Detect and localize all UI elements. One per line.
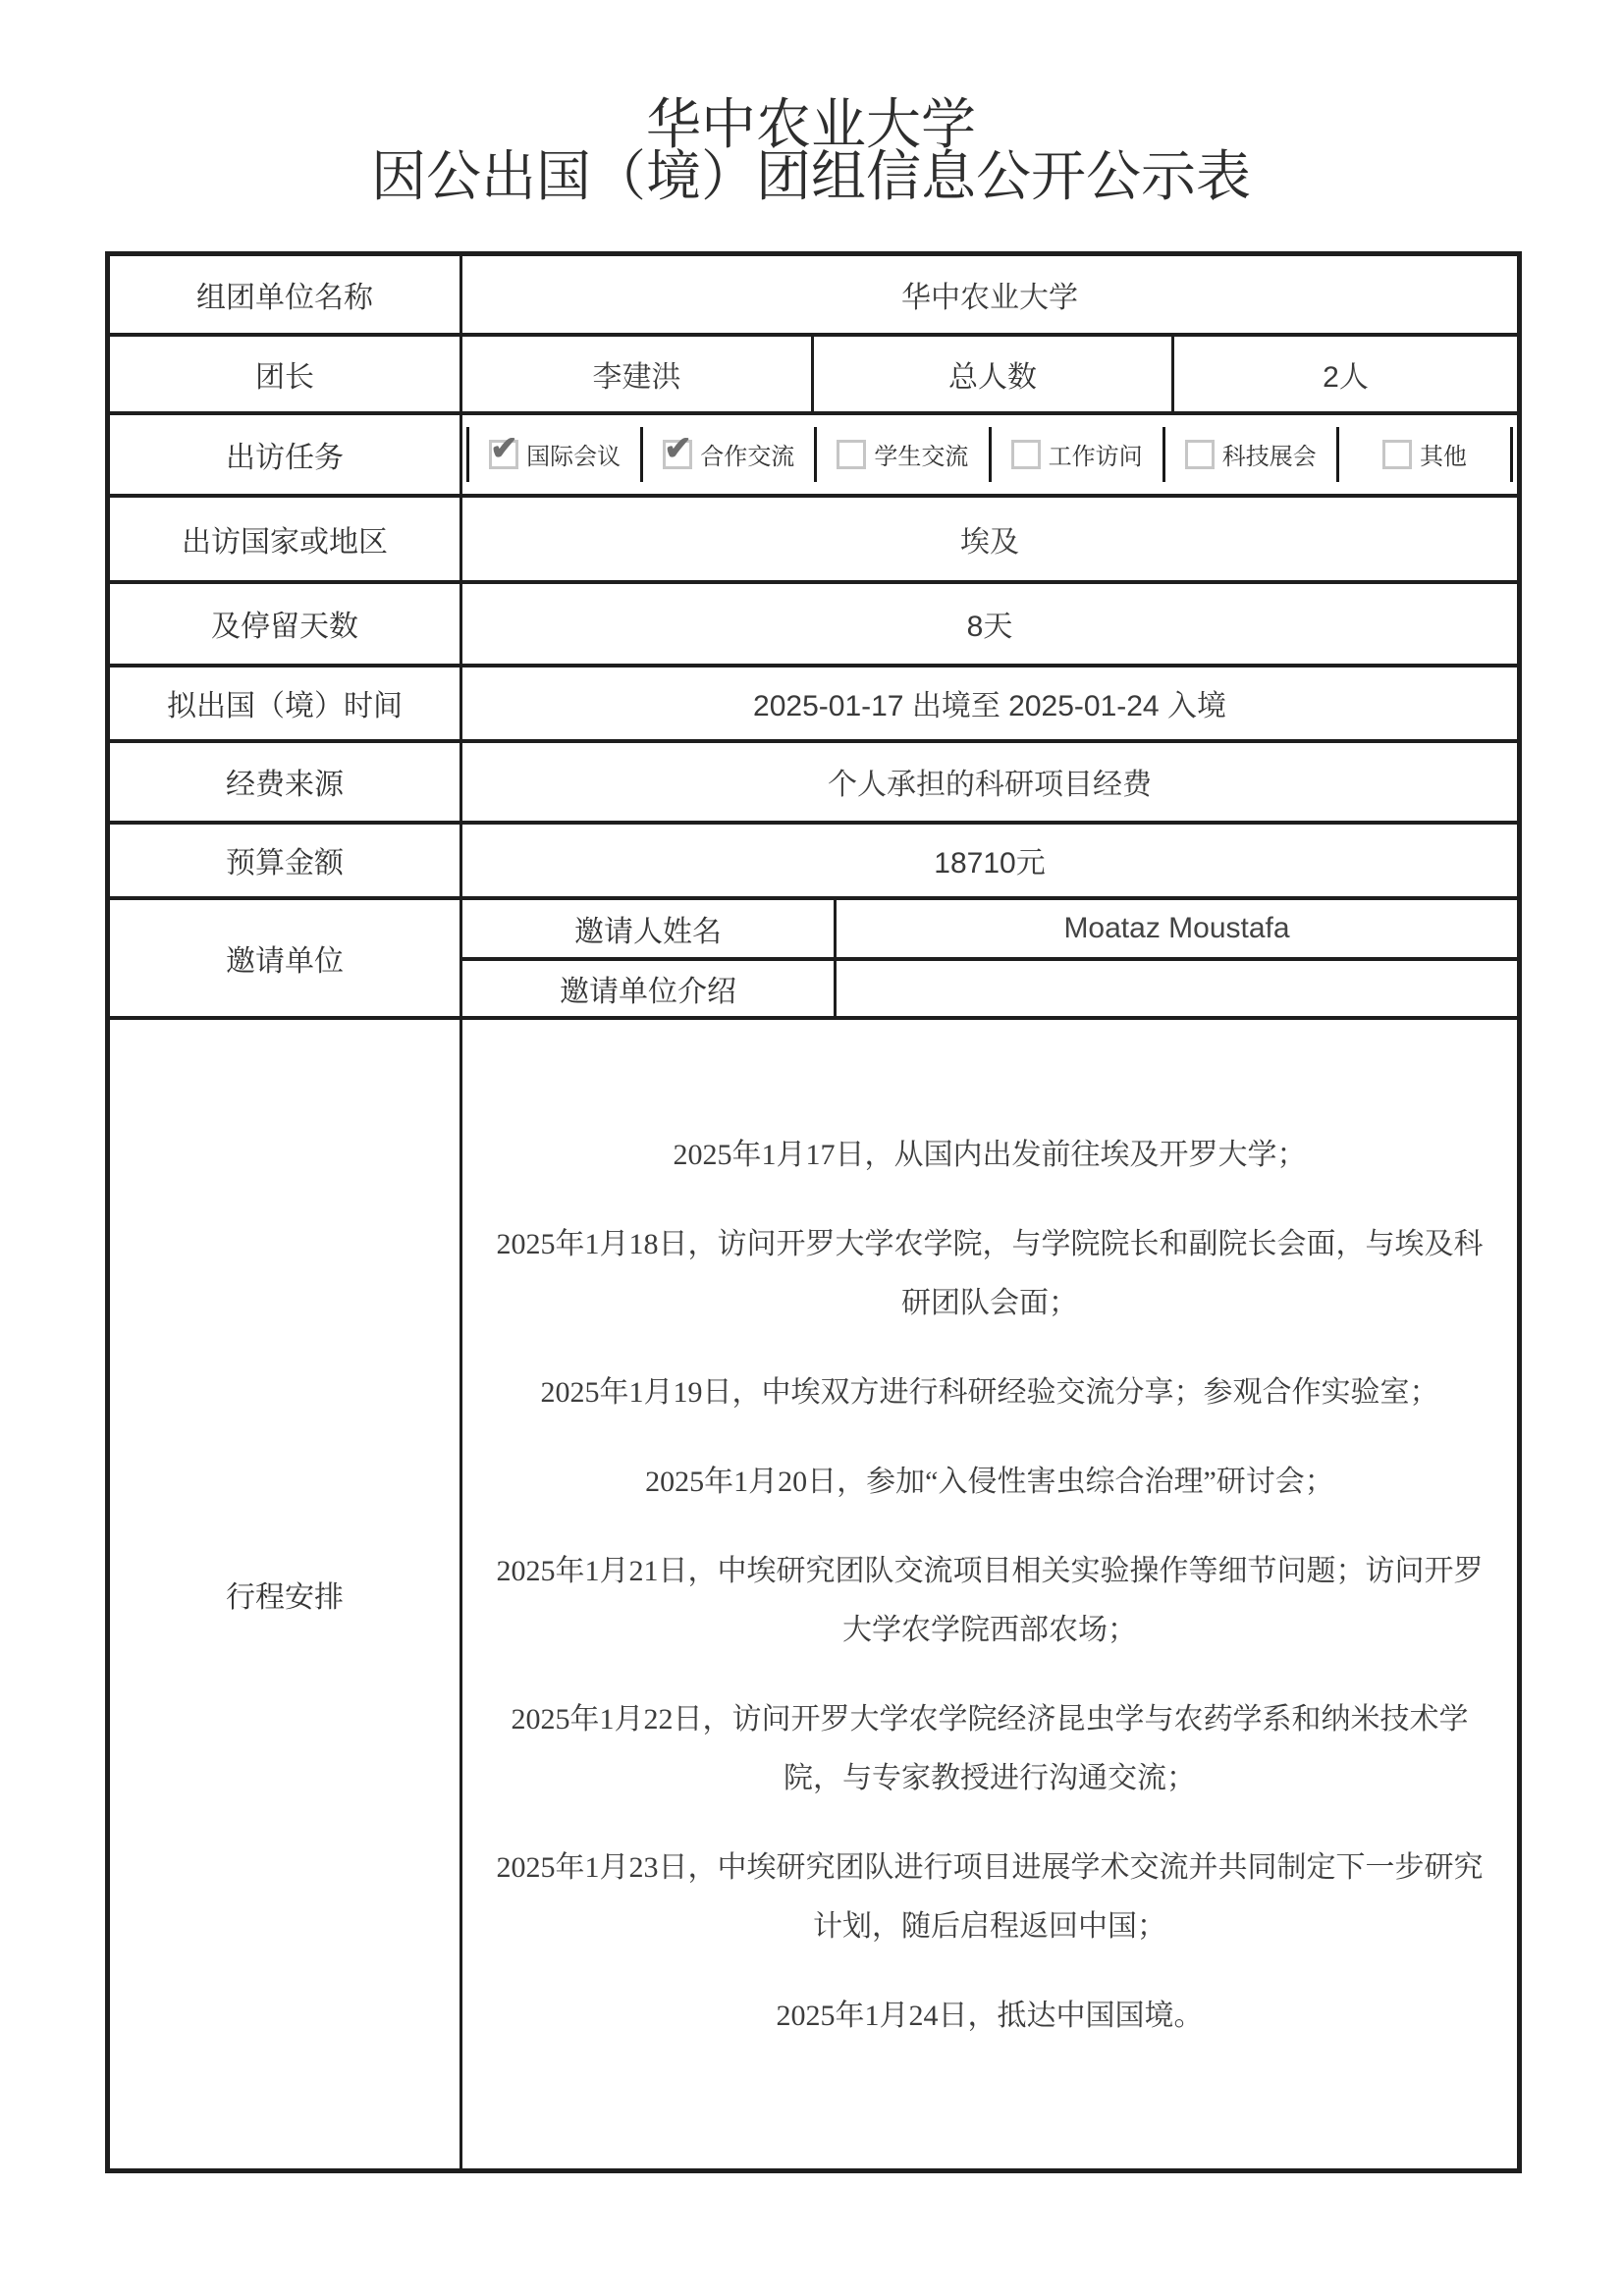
value-stay-days: 8天 <box>461 582 1520 666</box>
checkbox-unchecked-icon[interactable] <box>1382 440 1412 469</box>
label-group-unit: 组团单位名称 <box>108 254 461 335</box>
task-option-label: 国际会议 <box>526 444 622 471</box>
info-table <box>105 251 1522 2173</box>
visit-task-options <box>466 427 1513 482</box>
label-destination: 出访国家或地区 <box>108 496 461 582</box>
value-funding-source: 个人承担的科研项目经费 <box>461 741 1520 823</box>
label-travel-time: 拟出国（境）时间 <box>108 666 461 741</box>
value-travel-time: 2025-01-17 出境至 2025-01-24 入境 <box>461 666 1520 741</box>
document-title-line2: 因公出国（境）团组信息公开公示表 <box>371 145 1251 208</box>
task-option-label: 工作访问 <box>1048 444 1143 471</box>
document-title-line1: 华中农业大学 <box>646 93 976 155</box>
checkbox-checked-icon[interactable] <box>489 429 518 469</box>
itinerary-paragraph: 2025年1月17日，从国内出发前往埃及开罗大学； <box>673 1139 1307 1172</box>
document-title <box>0 0 1622 208</box>
label-itinerary: 行程安排 <box>108 1018 461 2171</box>
visit-tasks-cell <box>461 413 1520 496</box>
itinerary-paragraph: 2025年1月24日，抵达中国国境。 <box>776 2000 1204 2033</box>
task-option <box>1162 427 1336 482</box>
task-option <box>814 427 988 482</box>
task-option-label: 其他 <box>1419 444 1467 471</box>
value-leader-name: 李建洪 <box>461 335 813 413</box>
label-inviting-unit: 邀请单位 <box>108 898 461 1018</box>
task-option <box>640 427 814 482</box>
task-option <box>466 427 640 482</box>
label-funding-source: 经费来源 <box>108 741 461 823</box>
label-inviter-name: 邀请人姓名 <box>461 898 836 959</box>
itinerary-paragraph: 2025年1月21日，中埃研究团队交流项目相关实验操作等细节问题；访问开罗大学农学院西部农场； <box>496 1555 1484 1647</box>
itinerary-paragraph: 2025年1月20日，参加“入侵性害虫综合治理”研讨会； <box>645 1466 1334 1499</box>
checkbox-unchecked-icon[interactable] <box>1185 440 1215 469</box>
task-option-label: 合作交流 <box>700 444 795 471</box>
checkbox-checked-icon[interactable] <box>663 429 692 469</box>
checkmark-icon: ✔ <box>664 429 692 467</box>
task-option <box>1336 427 1513 482</box>
itinerary-paragraph: 2025年1月18日，访问开罗大学农学院，与学院院长和副院长会面，与埃及科研团队会面； <box>496 1228 1484 1320</box>
checkbox-unchecked-icon[interactable] <box>837 440 866 469</box>
label-visit-tasks: 出访任务 <box>108 413 461 496</box>
itinerary-paragraph: 2025年1月22日，访问开罗大学农学院经济昆虫学与农药学系和纳米技术学院，与专家教授进行沟通交流； <box>511 1703 1469 1795</box>
value-inviter-name: Moataz Moustafa <box>836 898 1520 959</box>
itinerary-content <box>462 1083 1517 2106</box>
checkmark-icon: ✔ <box>490 429 518 467</box>
itinerary-cell <box>461 1018 1520 2171</box>
checkbox-unchecked-icon[interactable] <box>1011 440 1041 469</box>
value-budget: 18710元 <box>461 823 1520 898</box>
label-budget: 预算金额 <box>108 823 461 898</box>
value-total-people: 2人 <box>1173 335 1520 413</box>
itinerary-paragraph: 2025年1月23日，中埃研究团队进行项目进展学术交流并共同制定下一步研究计划，随后启程返回中国； <box>496 1851 1484 1944</box>
value-destination: 埃及 <box>461 496 1520 582</box>
itinerary-paragraph: 2025年1月19日，中埃双方进行科研经验交流分享；参观合作实验室； <box>540 1376 1439 1410</box>
value-inviting-unit-intro <box>836 959 1520 1018</box>
label-total-people: 总人数 <box>813 335 1173 413</box>
label-stay-days: 及停留天数 <box>108 582 461 666</box>
label-inviting-unit-intro: 邀请单位介绍 <box>461 959 836 1018</box>
task-option-label: 学生交流 <box>874 444 969 471</box>
task-option-label: 科技展会 <box>1221 444 1317 471</box>
label-leader: 团长 <box>108 335 461 413</box>
task-option <box>989 427 1162 482</box>
value-group-unit: 华中农业大学 <box>461 254 1520 335</box>
